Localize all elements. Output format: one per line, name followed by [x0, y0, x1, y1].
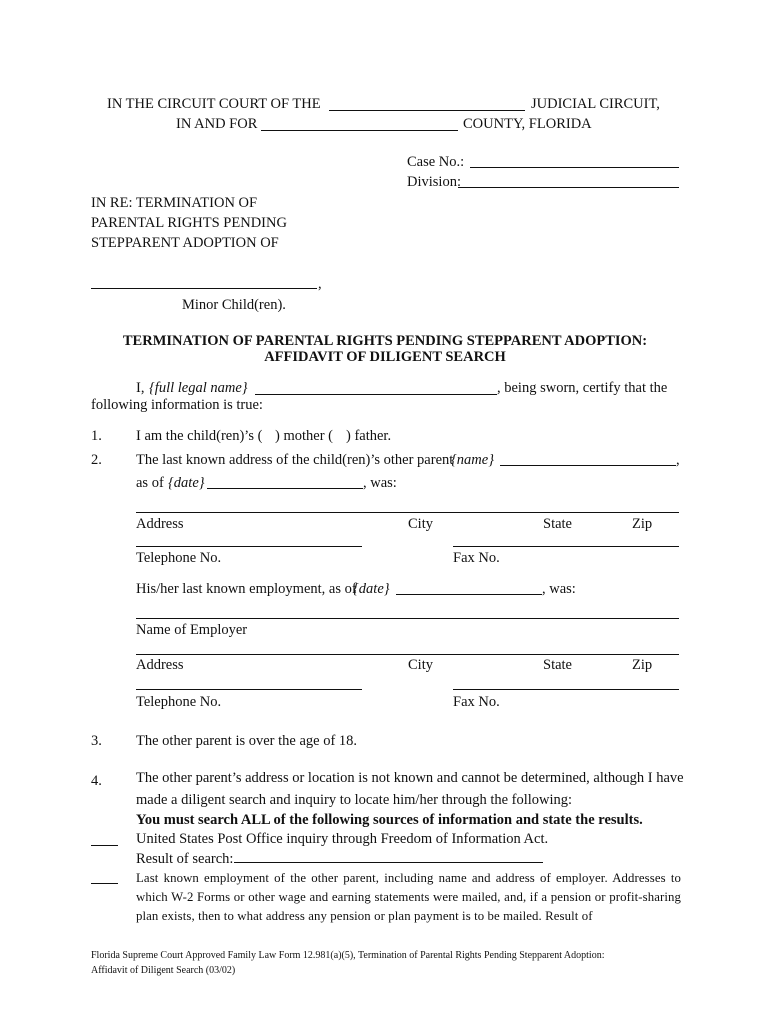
address-date-field[interactable]	[207, 488, 363, 489]
child-name-field[interactable]	[91, 288, 317, 289]
item-3-number: 3.	[91, 733, 102, 749]
item-4-number: 4.	[91, 773, 102, 789]
post-office-check-field[interactable]	[91, 845, 118, 846]
intro-i: I,	[136, 380, 145, 396]
in-and-for-label: IN AND FOR	[176, 116, 258, 132]
employment-label: His/her last known employment, as of	[136, 581, 357, 597]
item-4-line1: The other parent’s address or location is not known and cannot be determined, although I have	[136, 770, 684, 786]
item-1-text-b: ) mother (	[275, 428, 333, 444]
employer-label: Name of Employer	[136, 622, 248, 638]
item-2-text: The last known address of the child(ren)’s other parent	[136, 452, 454, 468]
address-label: Address	[136, 516, 184, 532]
judicial-circuit-field[interactable]	[329, 110, 525, 111]
form-title-line1: TERMINATION OF PARENTAL RIGHTS PENDING STEPPARENT ADOPTION:	[122, 333, 648, 349]
case-no-label: Case No.:	[407, 154, 465, 170]
form-title-line2: AFFIDAVIT OF DILIGENT SEARCH	[264, 349, 506, 365]
father-checkbox[interactable]	[334, 429, 346, 443]
fax-label: Fax No.	[453, 550, 500, 566]
minor-children-label: Minor Child(ren).	[182, 297, 286, 313]
employment-date-hint: {date}	[353, 581, 390, 597]
employment-search-paragraph: Last known employment of the other parent, including name and address of employer. Addresses to which W-2 Forms or other wage and earning statements were mailed, and, if a pension or profit-sharing plan exists, then to what address any pension or plan payment is to be mailed. Result of	[136, 871, 681, 923]
other-parent-name-field[interactable]	[500, 465, 676, 466]
in-re-line1: IN RE: TERMINATION OF	[91, 195, 258, 211]
case-no-field[interactable]	[470, 167, 679, 168]
employer-address-label: Address	[136, 657, 184, 673]
city-label: City	[408, 516, 433, 532]
telephone-label: Telephone No.	[136, 550, 222, 566]
full-legal-name-field[interactable]	[255, 394, 497, 395]
footer-line2: Affidavit of Diligent Search (03/02)	[91, 965, 236, 976]
was-label: , was:	[363, 475, 397, 491]
employer-zip-label: Zip	[632, 657, 653, 673]
employment-check-field[interactable]	[91, 883, 118, 884]
employer-telephone-label: Telephone No.	[136, 694, 222, 710]
employer-state-label: State	[543, 657, 572, 673]
address-field[interactable]	[136, 512, 679, 513]
item-2-comma: ,	[676, 452, 680, 468]
full-legal-name-hint: {full legal name}	[149, 380, 248, 396]
item-2-number: 2.	[91, 452, 102, 468]
state-label: State	[543, 516, 572, 532]
zip-label: Zip	[632, 516, 653, 532]
item-1-text-c: ) father.	[346, 428, 392, 444]
fax-field[interactable]	[453, 546, 679, 547]
name-hint: {name}	[451, 452, 495, 468]
county-field[interactable]	[261, 130, 458, 131]
mother-checkbox[interactable]	[263, 429, 275, 443]
caption-comma: ,	[318, 276, 322, 292]
date-hint: {date}	[168, 475, 205, 491]
in-re-line3: STEPPARENT ADOPTION OF	[91, 235, 279, 251]
employment-date-field[interactable]	[396, 594, 542, 595]
item-1-number: 1.	[91, 428, 102, 444]
as-of-label: as of	[136, 475, 164, 491]
county-label: COUNTY, FLORIDA	[463, 116, 592, 132]
employer-fax-field[interactable]	[453, 689, 679, 690]
employer-city-label: City	[408, 657, 433, 673]
item-4-line2: made a diligent search and inquiry to locate him/her through the following:	[136, 792, 573, 808]
division-label: Division:	[407, 174, 461, 190]
employer-fax-label: Fax No.	[453, 694, 500, 710]
item-3-text: The other parent is over the age of 18.	[136, 733, 358, 749]
court-label: IN THE CIRCUIT COURT OF THE	[107, 96, 321, 112]
employer-name-field[interactable]	[136, 618, 679, 619]
in-re-line2: PARENTAL RIGHTS PENDING	[91, 215, 287, 231]
telephone-field[interactable]	[136, 546, 362, 547]
post-office-label: United States Post Office inquiry through Freedom of Information Act.	[136, 831, 549, 847]
intro-line2: following information is true:	[91, 397, 263, 413]
search-instruction: You must search ALL of the following sources of information and state the results.	[136, 812, 643, 828]
item-1-text-a: I am the child(ren)’s (	[136, 428, 263, 444]
employment-was-label: , was:	[542, 581, 576, 597]
division-field[interactable]	[458, 187, 679, 188]
judicial-circuit-label: JUDICIAL CIRCUIT,	[531, 96, 660, 112]
footer-line1: Florida Supreme Court Approved Family Law Form 12.981(a)(5), Termination of Parental Rights Pending Stepparent Adoption:	[91, 950, 605, 961]
post-office-result-field[interactable]	[234, 862, 543, 863]
result-of-search-label: Result of search:	[136, 851, 234, 867]
intro-sworn: , being sworn, certify that the	[497, 380, 668, 396]
employer-telephone-field[interactable]	[136, 689, 362, 690]
employer-address-field[interactable]	[136, 654, 679, 655]
